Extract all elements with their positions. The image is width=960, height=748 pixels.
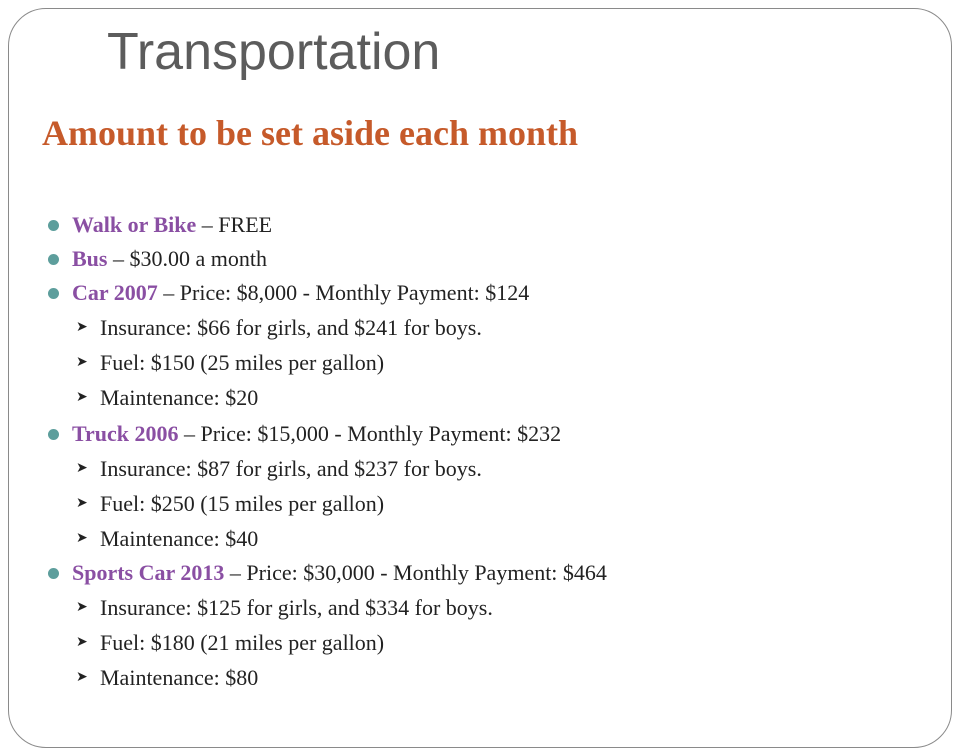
sub-item-maintenance	[46, 380, 926, 415]
sub-item-insurance	[46, 590, 926, 625]
list-item-truck-2006	[46, 417, 926, 451]
arrow-bullet-icon: ➤	[76, 354, 88, 370]
sub-item-insurance	[46, 310, 926, 345]
sub-item-text: Fuel: $150 (25 miles per gallon)	[100, 350, 385, 375]
item-detail: – Price: $30,000 - Monthly Payment: $464	[224, 560, 607, 585]
sub-item-maintenance	[46, 521, 926, 556]
arrow-bullet-icon: ➤	[76, 460, 88, 476]
bullet-dot-icon	[48, 429, 59, 440]
list-item-sports-car-2013	[46, 556, 926, 590]
sub-item-text: Fuel: $250 (15 miles per gallon)	[100, 491, 385, 516]
item-name: Sports Car 2013	[72, 560, 225, 585]
sub-item-text: Fuel: $180 (21 miles per gallon)	[100, 630, 385, 655]
sub-item-text: Maintenance: $80	[100, 665, 259, 690]
slide-title: Transportation	[107, 23, 441, 81]
sub-item-insurance	[46, 451, 926, 486]
transport-options-list	[46, 208, 926, 695]
item-detail: – FREE	[196, 212, 273, 237]
bullet-dot-icon	[48, 220, 59, 231]
item-detail: – $30.00 a month	[107, 246, 267, 271]
item-name: Car 2007	[72, 280, 158, 305]
sub-item-fuel	[46, 625, 926, 660]
arrow-bullet-icon: ➤	[76, 495, 88, 511]
item-name: Walk or Bike	[72, 212, 197, 237]
sub-item-fuel	[46, 486, 926, 521]
sub-item-text: Insurance: $125 for girls, and $334 for boys.	[100, 595, 493, 620]
item-name: Bus	[72, 246, 108, 271]
arrow-bullet-icon: ➤	[76, 319, 88, 335]
item-name: Truck 2006	[72, 421, 179, 446]
sub-item-text: Insurance: $66 for girls, and $241 for boys.	[100, 315, 482, 340]
list-item-bus	[46, 242, 926, 276]
item-detail: – Price: $8,000 - Monthly Payment: $124	[157, 280, 530, 305]
arrow-bullet-icon: ➤	[76, 634, 88, 650]
slide-subtitle: Amount to be set aside each month	[42, 113, 578, 153]
bullet-dot-icon	[48, 568, 59, 579]
arrow-bullet-icon: ➤	[76, 389, 88, 405]
sub-item-text: Insurance: $87 for girls, and $237 for boys.	[100, 456, 482, 481]
bullet-dot-icon	[48, 254, 59, 265]
arrow-bullet-icon: ➤	[76, 669, 88, 685]
arrow-bullet-icon: ➤	[76, 599, 88, 615]
list-item-car-2007	[46, 276, 926, 310]
arrow-bullet-icon: ➤	[76, 530, 88, 546]
list-item-walk-or-bike	[46, 208, 926, 242]
sub-item-fuel	[46, 345, 926, 380]
sub-item-maintenance	[46, 660, 926, 695]
sub-item-text: Maintenance: $20	[100, 385, 259, 410]
bullet-dot-icon	[48, 288, 59, 299]
item-detail: – Price: $15,000 - Monthly Payment: $232	[178, 421, 562, 446]
sub-item-text: Maintenance: $40	[100, 526, 259, 551]
